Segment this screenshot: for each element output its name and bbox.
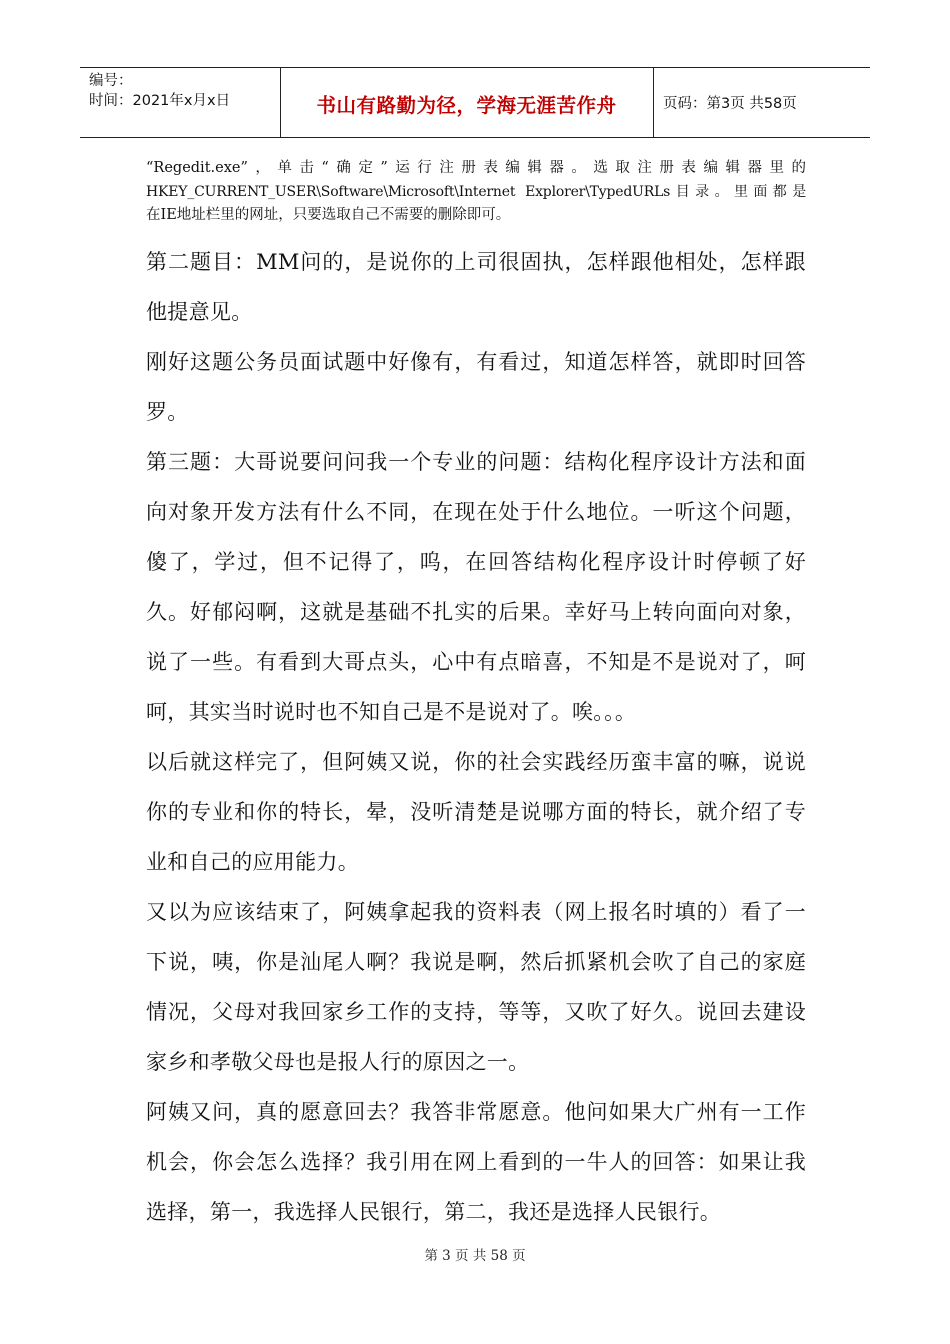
body-paragraph: 以后就这样完了，但阿姨又说，你的社会实践经历蛮丰富的嘛，说说你的专业和你的特长，晕，没听清楚是说哪方面的特长，就介绍了专业和自己的应用能力。 — [146, 750, 806, 874]
body-paragraph: 又以为应该结束了，阿姨拿起我的资料表（网上报名时填的）看了一下说，咦，你是汕尾人啊？我说是啊，然后抓紧机会吹了自己的家庭情况，父母对我回家乡工作的支持，等等，又吹了好久。说回去建设家乡和孝敬父母也是报人行的原因之一。 — [146, 900, 806, 1074]
body-paragraph: 阿姨又问，真的愿意回去？我答非常愿意。他问如果大广州有一工作机会，你会怎么选择？我引用在网上看到的一牛人的回答：如果让我选择，第一，我选择人民银行，第二，我还是选择人民银行。 — [146, 1100, 806, 1224]
header-motto: 书山有路勤为径，学海无涯苦作舟 — [316, 94, 617, 117]
page-footer: 第 3 页 共 58 页 — [424, 1248, 526, 1264]
header-divider — [653, 68, 654, 137]
header-meta — [89, 71, 230, 111]
intro-paragraph — [146, 157, 806, 228]
document-header — [80, 67, 870, 138]
body-paragraph: 刚好这题公务员面试题中好像有，有看过，知道怎样答，就即时回答罗。 — [146, 350, 806, 424]
number-label: 编号： — [89, 73, 133, 89]
body-paragraph: 第二题目：MM问的，是说你的上司很固执，怎样跟他相处，怎样跟他提意见。 — [146, 250, 806, 324]
intro-line: 在IE地址栏里的网址，只要选取自己不需要的删除即可。 — [146, 207, 511, 223]
body-text — [146, 237, 806, 1237]
intro-line: “Regedit.exe”，单击“确定”运行注册表编辑器。选取注册表编辑器里的 — [146, 160, 806, 176]
body-paragraph: 第三题：大哥说要问问我一个专业的问题：结构化程序设计方法和面向对象开发方法有什么不同，在现在处于什么地位。一听这个问题，傻了，学过，但不记得了，呜，在回答结构化程序设计时停顿了好久。好郁闷啊，这就是基础不扎实的后果。幸好马上转向面向对象，说了一些。有看到大哥点头，心中有点暗喜，不知是不是说对了，呵呵，其实当时说时也不知自己是不是说对了。唉。。。 — [146, 450, 806, 724]
intro-line: HKEY_CURRENT_USER\Software\Microsoft\Internet Explorer\TypedURLs目录。里面都是 — [146, 183, 806, 200]
header-page-info: 页码：第3页 共58页 — [663, 96, 797, 112]
time-label: 时间：2021年x月x日 — [89, 93, 231, 109]
